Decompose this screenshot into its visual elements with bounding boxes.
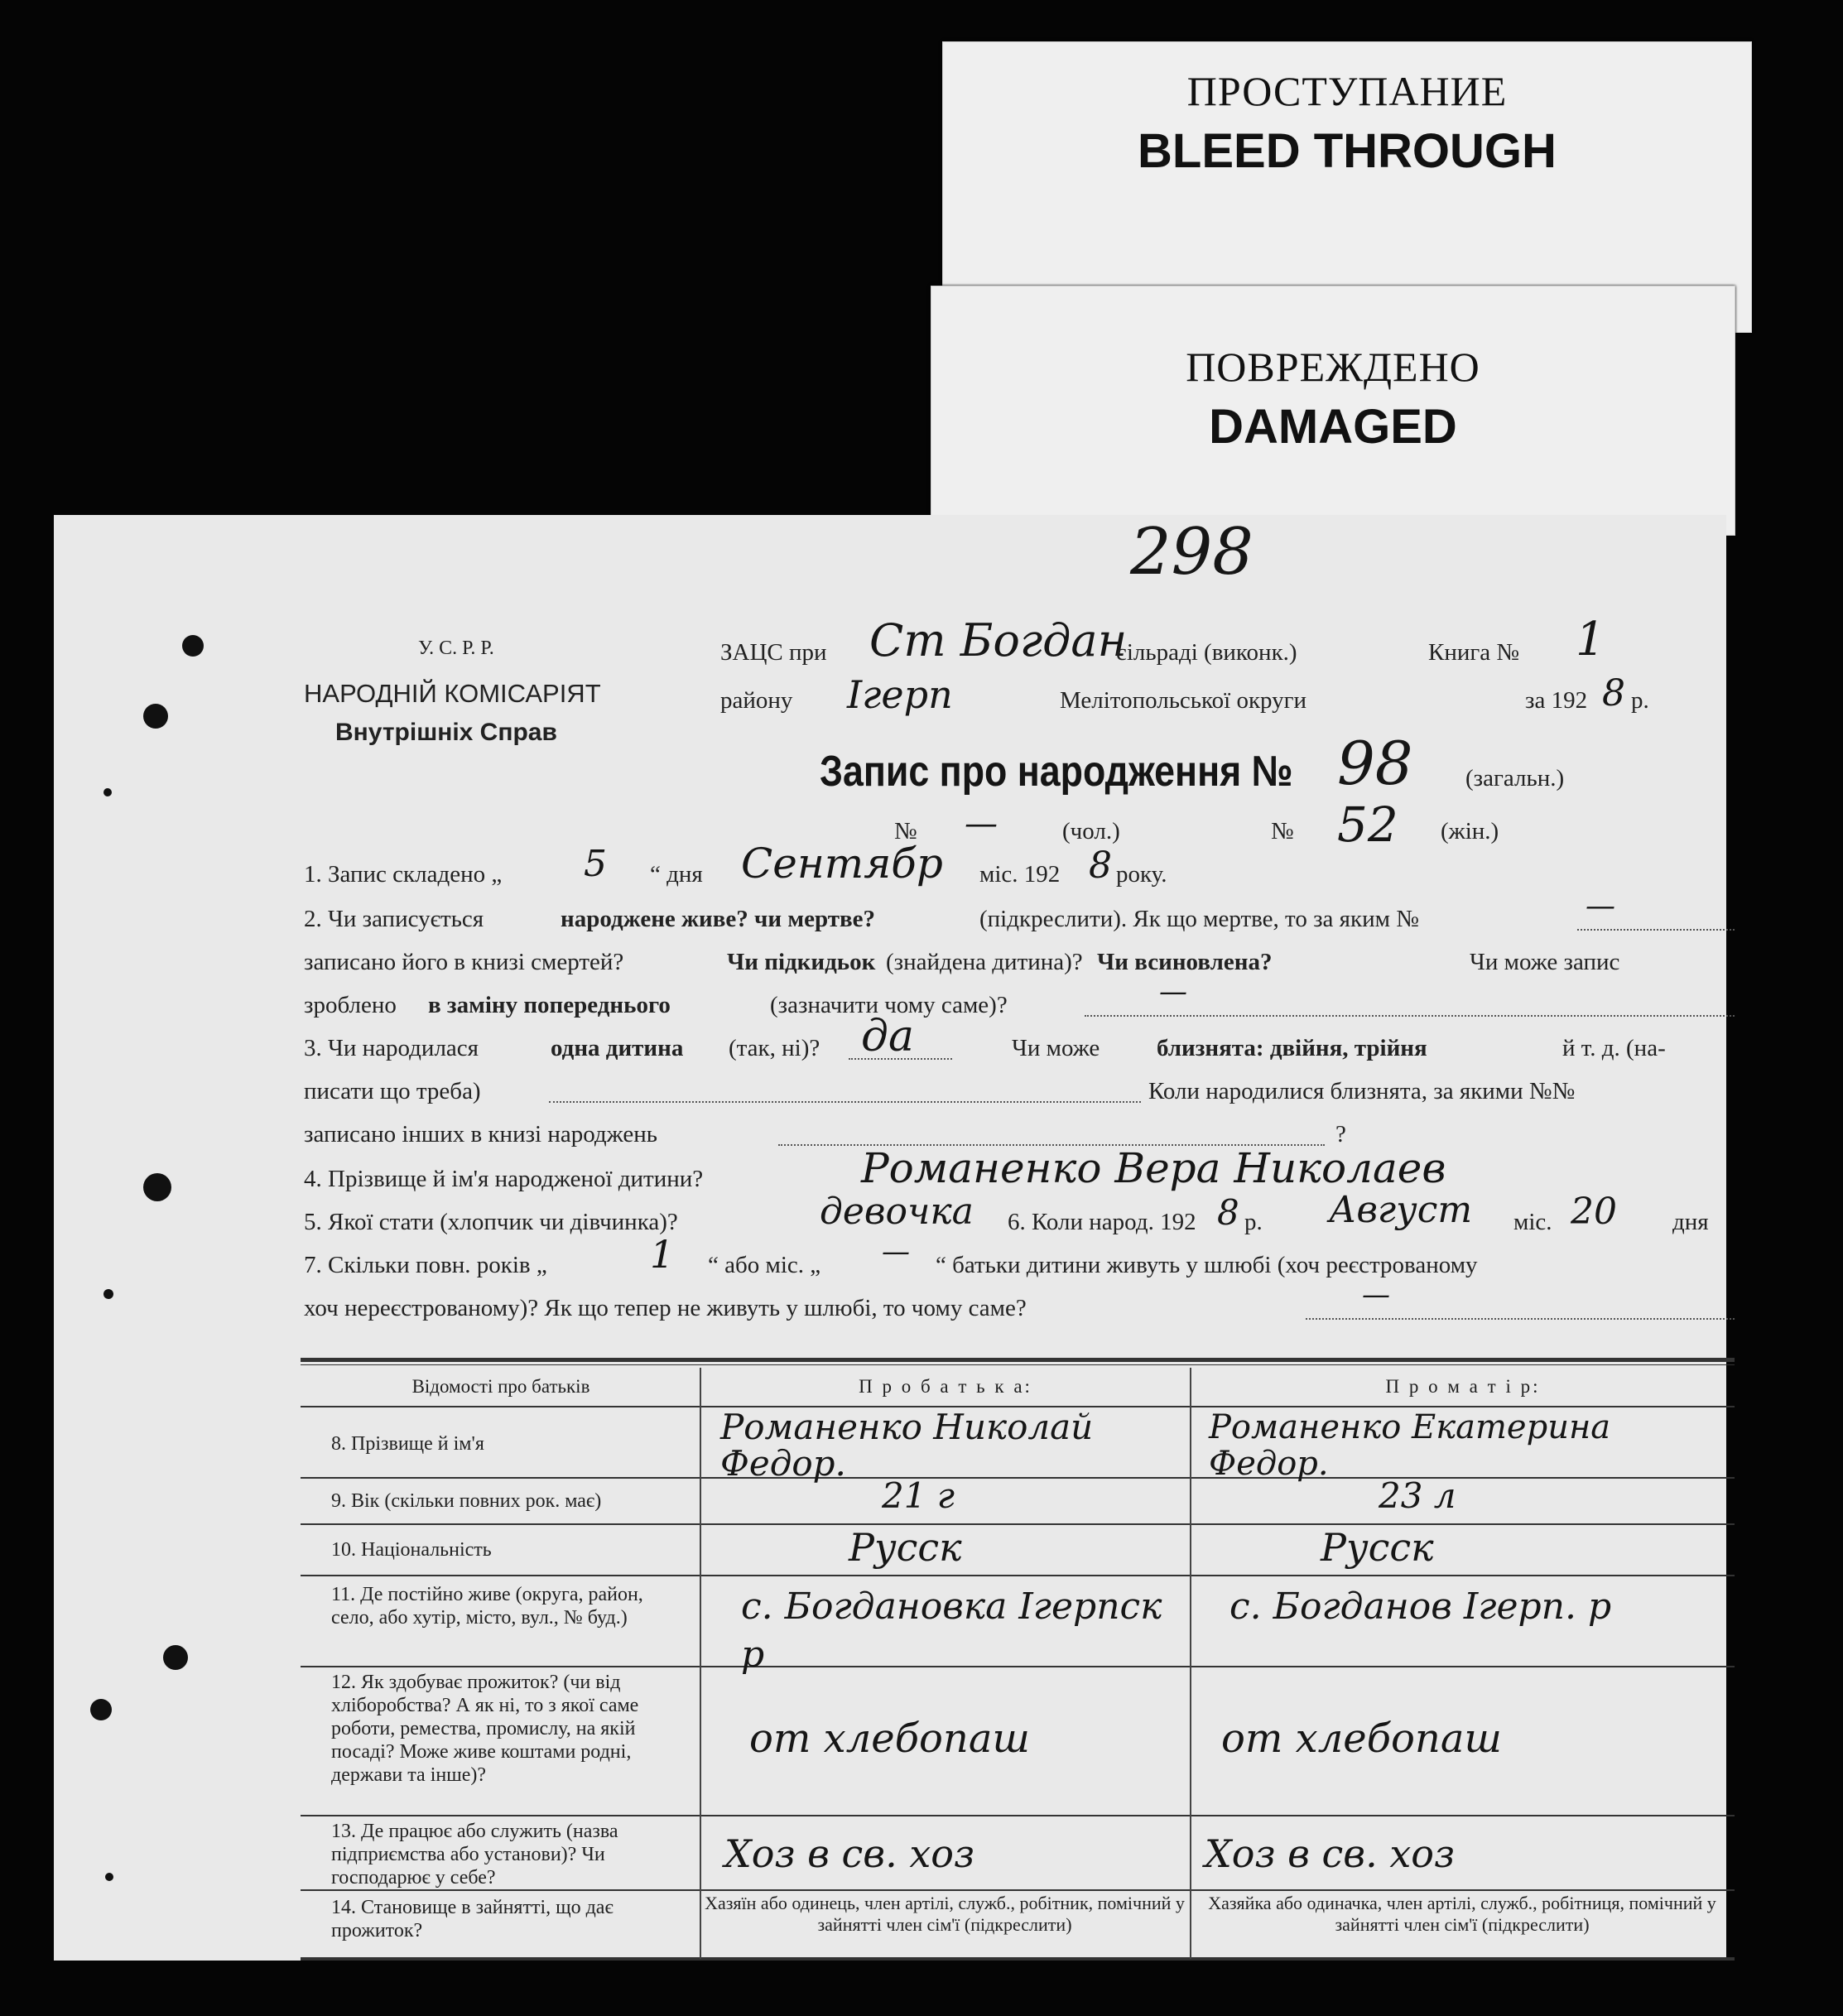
table-header-father: П р о б а т ь к а: — [859, 1376, 1032, 1397]
punch-hole — [103, 788, 112, 796]
line1-a: 1. Запис складено „ — [304, 861, 503, 888]
line7-a: записано інших в книзі народжень — [304, 1121, 657, 1148]
father-age: 21 г — [882, 1475, 955, 1516]
line10-c: “ батьки дитини живуть у шлюбі (хоч реєстрованому — [936, 1252, 1478, 1278]
mother-workplace: Хоз в св. хоз — [1205, 1831, 1456, 1876]
year-value: 8 — [1602, 672, 1625, 715]
zags-prefix: ЗАЦС при — [720, 639, 827, 666]
birth-month: Август — [1329, 1189, 1473, 1231]
female-number: 52 — [1337, 796, 1398, 853]
record-year: 8 — [1089, 844, 1112, 887]
father-occupation-status: Хазяїн або одинець, член артілі, служб., робітник, помічний у зайнятті член сім'ї (підкреслити) — [705, 1893, 1185, 1935]
father-residence: с. Богдановка Ігерпск р — [741, 1585, 1162, 1676]
year-prefix: за 192 — [1525, 687, 1588, 714]
birth-day: 20 — [1571, 1191, 1617, 1233]
line6-b: Коли народилися близнята, за якими №№ — [1148, 1078, 1576, 1104]
line5-b: одна дитина — [551, 1035, 684, 1061]
internal-affairs-label: Внутрішніх Справ — [335, 719, 557, 746]
punch-hole — [143, 1173, 171, 1201]
table-top-rule — [301, 1358, 1735, 1362]
row-label-livelihood: 12. Як здобуває прожиток? (чи від хліборобства? А як ні, то з якої саме роботи, ремества, промислу, на якій посаді? Може живе коштами родні, держави та інше)? — [331, 1672, 639, 1786]
record-month: Сентябр — [741, 840, 943, 888]
district-suffix: Мелітопольської округи — [1060, 687, 1307, 714]
child-sex: девочка — [820, 1191, 974, 1233]
table-rule — [301, 1575, 1735, 1576]
bleed-through-en: BLEED THROUGH — [1138, 124, 1557, 178]
line10-b: “ або міс. „ — [708, 1252, 821, 1278]
row-label-age: 9. Вік (скільки повних рок. має) — [331, 1490, 602, 1512]
punch-hole — [105, 1873, 113, 1881]
punch-hole — [103, 1289, 113, 1299]
mother-occupation-status: Хазяйка або одиначка, член артілі, служб., робітниця, помічний у зайнятті член сім'ї (підкреслити) — [1208, 1893, 1716, 1935]
book-value: 1 — [1576, 613, 1605, 666]
mother-residence: с. Богданов Ігерп. р — [1229, 1585, 1612, 1628]
table-rule — [301, 1815, 1735, 1816]
line2-a: 2. Чи записується — [304, 906, 484, 932]
line1-d: року. — [1116, 861, 1167, 888]
table-col-rule — [700, 1368, 701, 1959]
total-label: (загальн.) — [1465, 765, 1565, 791]
birth-year: 8 — [1217, 1192, 1239, 1233]
line9-a: 5. Якої стати (хлопчик чи дівчинка)? — [304, 1209, 678, 1235]
line5-c: (так, ні)? — [729, 1035, 820, 1061]
line5-e: близнята: двійня, трійня — [1157, 1035, 1427, 1061]
row-label-residence: 11. Де постійно живе (округа, район, село, або хутір, місто, вул., № буд.) — [331, 1584, 643, 1629]
male-number: — — [965, 805, 998, 843]
line9-e: дня — [1672, 1209, 1709, 1235]
marriage-years: 1 — [650, 1232, 675, 1277]
line4-c: (зазначити чому саме)? — [770, 992, 1008, 1018]
bleed-through-ru: ПРОСТУПАНИЕ — [1186, 68, 1508, 114]
female-num-sign: № — [1271, 818, 1294, 844]
replacement-value: — — [1159, 975, 1187, 1008]
line7-b: ? — [1335, 1121, 1346, 1148]
male-num-sign: № — [894, 818, 917, 844]
commissariat-label: НАРОДНІЙ КОМІСАРІЯТ — [304, 679, 601, 708]
table-rule — [301, 1523, 1735, 1525]
book-label: Книга № — [1428, 639, 1520, 666]
fill-line — [1577, 929, 1735, 931]
father-nationality: Русск — [849, 1525, 962, 1570]
birth-record-sheet — [54, 515, 1726, 1961]
father-name: Романенко Николай Федор. — [720, 1407, 1094, 1484]
damaged-en: DAMAGED — [1209, 400, 1457, 454]
row-label-name: 8. Прізвище й ім'я — [331, 1433, 484, 1455]
father-livelihood: от хлебопаш — [749, 1715, 1030, 1762]
table-col-rule — [1190, 1368, 1191, 1959]
father-workplace: Хоз в св. хоз — [724, 1831, 975, 1876]
line9-b: 6. Коли народ. 192 — [1008, 1209, 1196, 1235]
table-rule — [301, 1889, 1735, 1891]
record-number: 98 — [1337, 729, 1413, 798]
punch-hole — [163, 1645, 188, 1670]
table-bottom-rule — [301, 1957, 1735, 1961]
record-day: 5 — [584, 843, 607, 885]
line9-d: міс. — [1513, 1209, 1552, 1235]
table-header-info: Відомості про батьків — [411, 1376, 590, 1397]
line8-a: 4. Прізвище й ім'я народженої дитини? — [304, 1166, 704, 1192]
mother-livelihood: от хлебопаш — [1221, 1715, 1502, 1762]
damaged-card — [931, 286, 1735, 536]
not-married-reason: — — [1362, 1278, 1390, 1311]
district-value: Ігерп — [847, 672, 953, 717]
zags-value: Ст Богдан — [869, 614, 1128, 666]
mother-nationality: Русск — [1321, 1525, 1434, 1570]
marriage-months: — — [882, 1235, 910, 1268]
line2-c: (підкреслити). Як що мертве, то за яким № — [979, 906, 1419, 932]
table-header-mother: П р о м а т і р: — [1385, 1376, 1541, 1397]
district-prefix: району — [720, 687, 793, 714]
row-label-nationality: 10. Національність — [331, 1539, 492, 1561]
line9-c: р. — [1244, 1209, 1263, 1235]
male-label: (чол.) — [1062, 818, 1120, 844]
single-child-value: да — [861, 1012, 914, 1061]
line3-b: Чи підкидьок — [727, 949, 876, 975]
fill-line — [549, 1101, 1141, 1103]
line4-a: зроблено — [304, 992, 397, 1018]
row-label-workplace: 13. Де працює або служить (назва підприємства або установи)? Чи господарює у себе? — [331, 1821, 618, 1888]
female-label: (жін.) — [1441, 818, 1499, 844]
punch-hole — [90, 1699, 112, 1720]
row-label-occupation-status: 14. Становище в зайнятті, що дає прожиток? — [331, 1897, 614, 1941]
line1-c: міс. 192 — [979, 861, 1061, 888]
punch-hole — [143, 704, 168, 729]
page-number: 298 — [1130, 515, 1254, 589]
line6-a: писати що треба) — [304, 1078, 481, 1104]
line11-a: хоч нереєстрованому)? Як що тепер не живуть у шлюбі, то чому саме? — [304, 1295, 1027, 1321]
damaged-ru: ПОВРЕЖДЕНО — [1186, 344, 1480, 390]
fill-line — [1306, 1318, 1735, 1320]
zags-suffix: сільраді (виконк.) — [1116, 639, 1297, 666]
death-record-number: — — [1586, 889, 1615, 923]
year-suffix: р. — [1631, 687, 1649, 714]
mother-name: Романенко Екатерина Федор. — [1209, 1408, 1611, 1483]
mother-age: 23 л — [1379, 1475, 1456, 1516]
line5-f: й т. д. (на- — [1562, 1035, 1666, 1061]
punch-hole — [182, 635, 204, 657]
line2-b: народжене живе? чи мертве? — [561, 906, 876, 932]
line3-a: записано його в книзі смертей? — [304, 949, 624, 975]
line3-d: Чи всиновлена? — [1097, 949, 1273, 975]
fill-line — [1085, 1015, 1735, 1017]
line4-b: в заміну попереднього — [428, 992, 671, 1018]
line3-e: Чи може запис — [1470, 949, 1620, 975]
record-title: Запис про народження № — [820, 748, 1293, 796]
usrr-label: У. С. Р. Р. — [418, 638, 494, 659]
child-name: Романенко Вера Николаев — [861, 1144, 1446, 1192]
line5-a: 3. Чи народилася — [304, 1035, 479, 1061]
line5-d: Чи може — [1012, 1035, 1100, 1061]
line3-c: (знайдена дитина)? — [886, 949, 1083, 975]
fill-line — [849, 1058, 952, 1060]
line10-a: 7. Скільки повн. років „ — [304, 1252, 547, 1278]
table-top-rule — [301, 1364, 1735, 1365]
line1-b: “ дня — [650, 861, 703, 888]
